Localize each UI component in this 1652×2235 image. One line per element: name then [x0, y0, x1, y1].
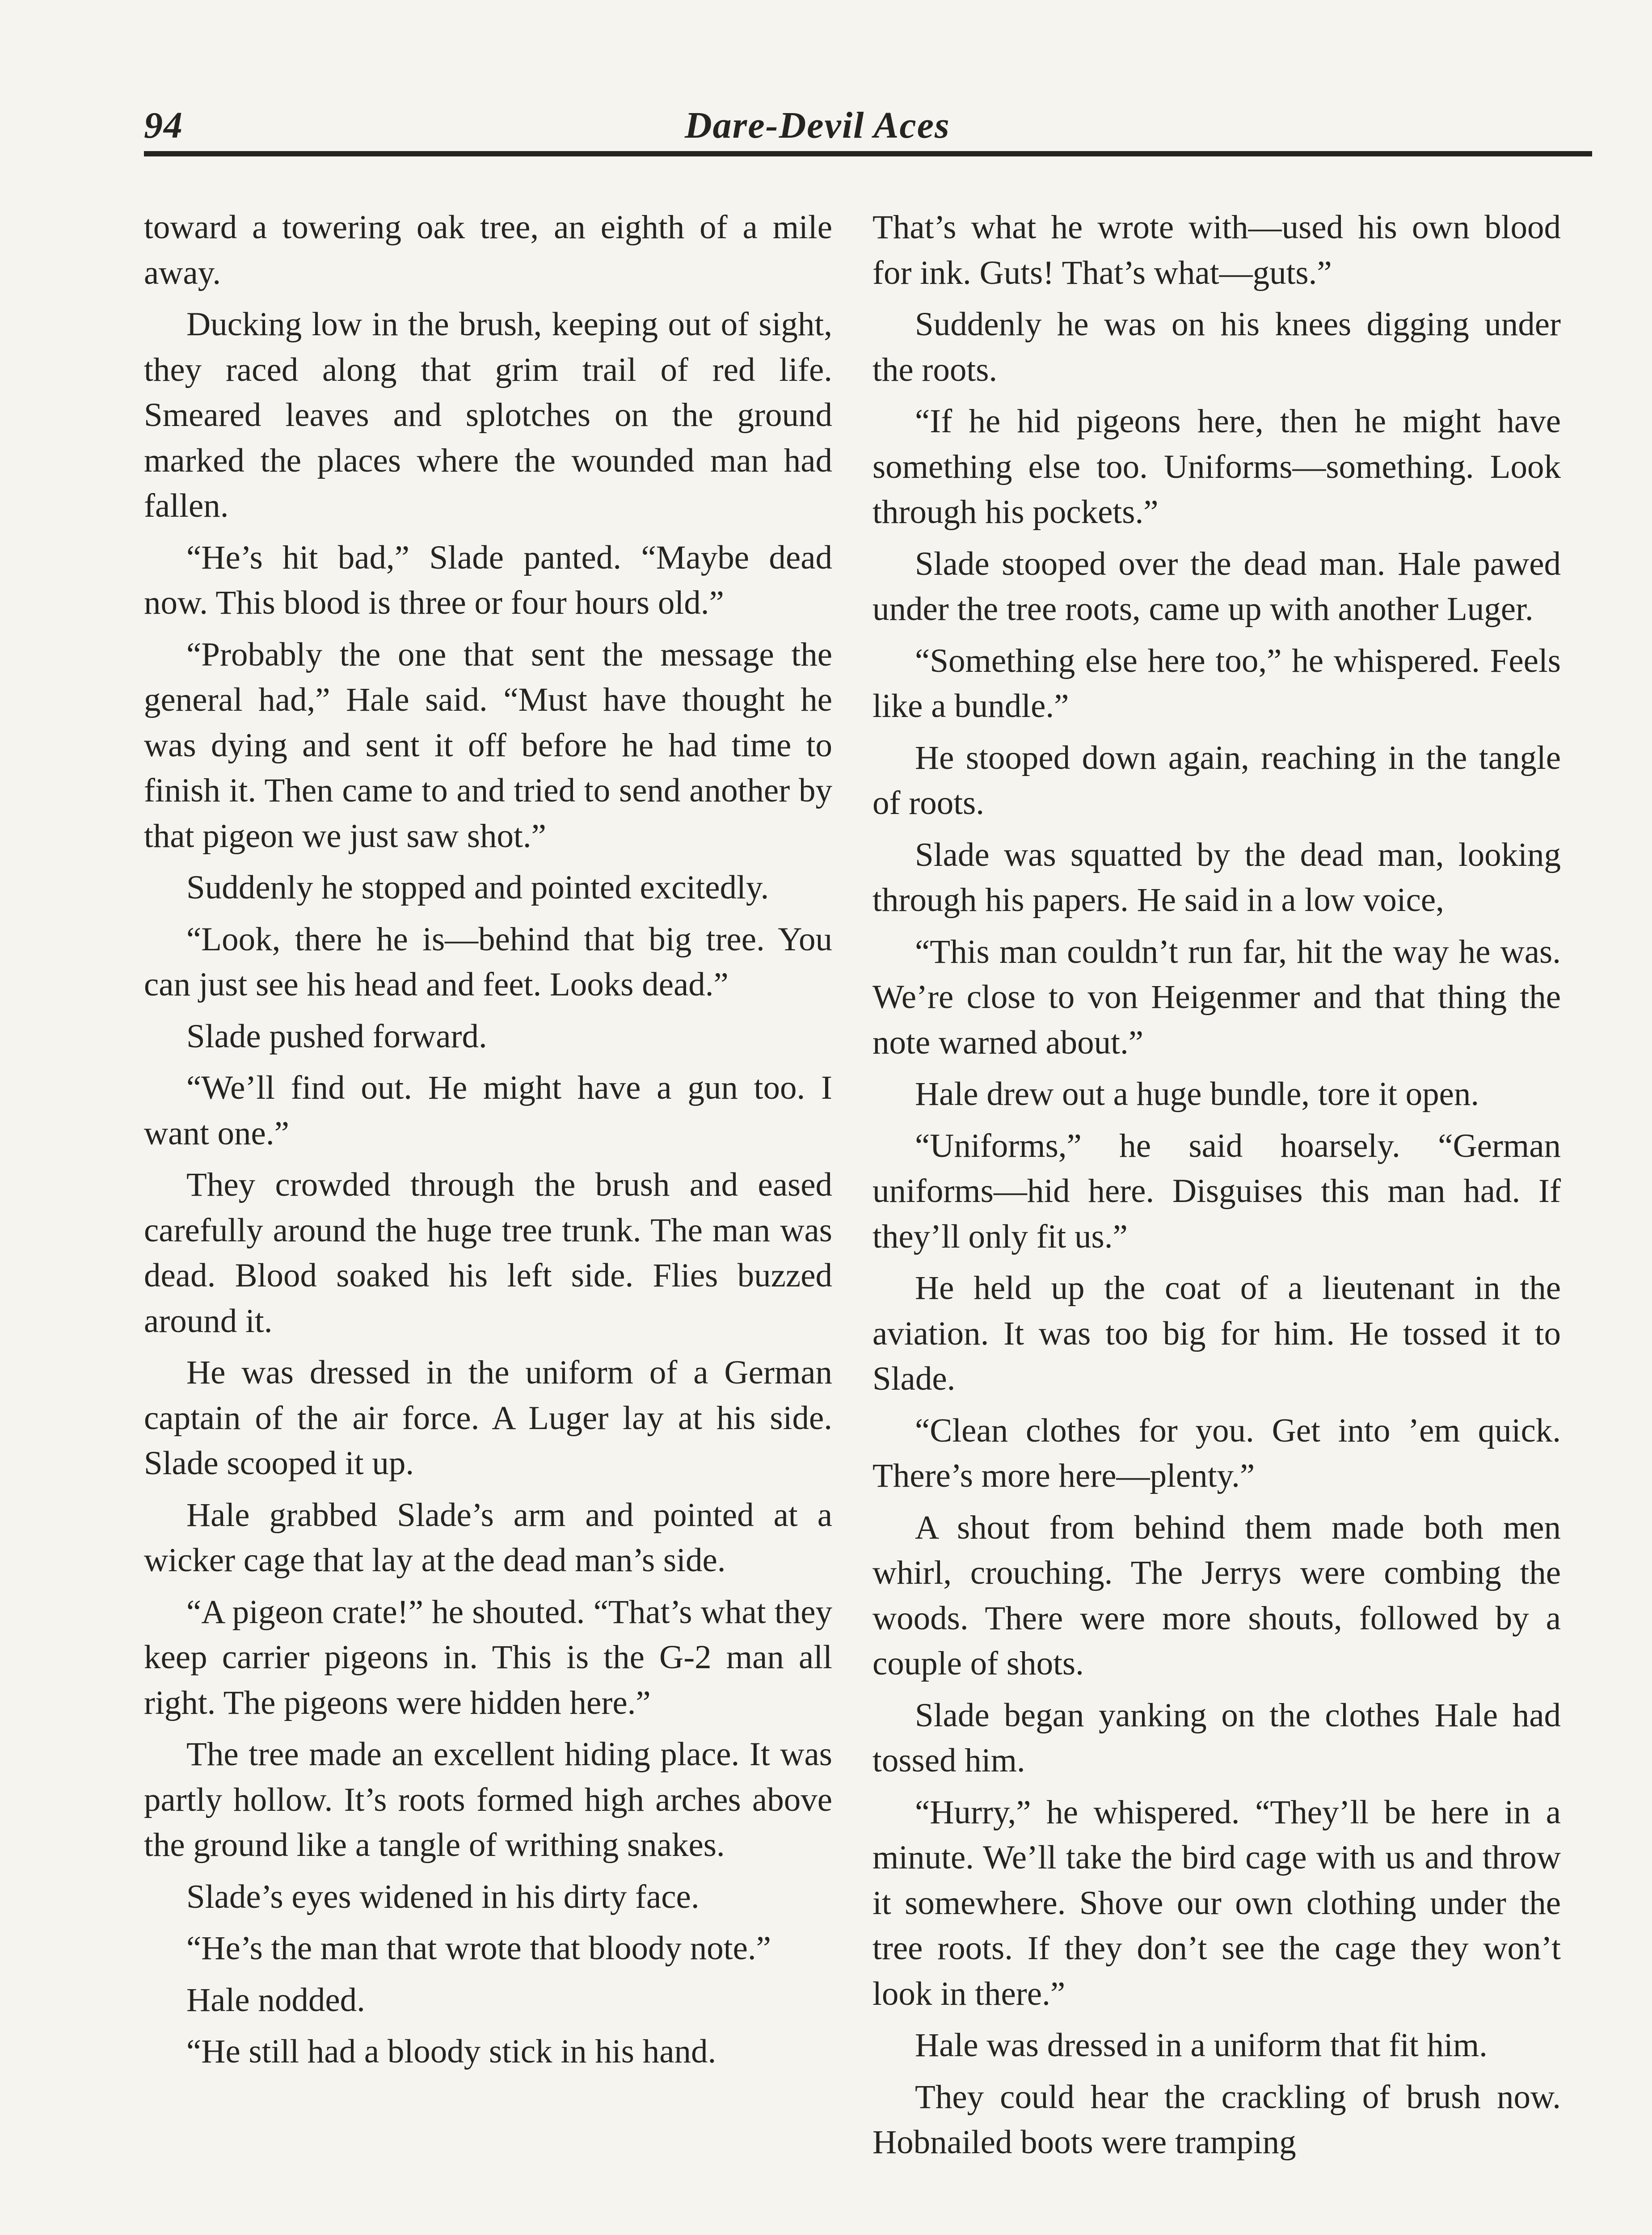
paragraph: Ducking low in the brush, keeping out of sight, they raced along that grim trail of red life. Smeared leaves and splotches on the ground marked the places where the wounded man had fallen. [144, 306, 832, 524]
paragraph: “Uniforms,” he said hoarsely. “German uniforms—hid here. Disguises this man had. If they’ll only fit us.” [872, 1127, 1561, 1255]
paragraph: Slade pushed forward. [186, 1017, 487, 1055]
paragraph: “He’s the man that wrote that bloody note.” [186, 1930, 771, 1967]
paragraph: Slade began yanking on the clothes Hale had tossed him. [872, 1696, 1561, 1779]
paragraph: The tree made an excellent hiding place. It was partly hollow. It’s roots formed high arches above the ground like a tangle of writhing snakes. [144, 1736, 832, 1864]
paragraph: They crowded through the brush and eased carefully around the huge tree trunk. The man was dead. Blood soaked his left side. Flies buzzed around it. [144, 1166, 832, 1340]
paragraph: “Something else here too,” he whispered. Feels like a bundle.” [872, 642, 1561, 725]
paragraph: Hale was dressed in a uniform that fit him. [915, 2027, 1488, 2064]
running-title: Dare-Devil Aces [685, 105, 950, 146]
paragraph: A shout from behind them made both men whirl, crouching. The Jerrys were combing the woods. There were more shouts, followed by a couple of shots. [872, 1509, 1561, 1682]
paragraph: Suddenly he was on his knees digging under the roots. [872, 306, 1561, 388]
paragraph: “He still had a bloody stick in his hand. [186, 2033, 716, 2070]
paragraph: Hale nodded. [186, 1981, 365, 2019]
paragraph: They could hear the crackling of brush now. Hobnailed boots were tramping [872, 2078, 1561, 2161]
paragraph: “A pigeon crate!” he shouted. “That’s what they keep carrier pigeons in. This is the G-2 man all right. The pigeons were hidden here.” [144, 1593, 832, 1721]
left-column [144, 205, 832, 2081]
paragraph: “If he hid pigeons here, then he might have something else too. Uniforms—something. Look through his pockets.” [872, 403, 1561, 531]
paragraph: “We’ll find out. He might have a gun too. I want one.” [144, 1069, 832, 1152]
page-header [144, 99, 1592, 157]
header-rule [144, 151, 1592, 156]
paragraph: Hale drew out a huge bundle, tore it open. [915, 1075, 1479, 1113]
paragraph: “This man couldn’t run far, hit the way he was. We’re close to von Heigenmer and that thing the note warned about.” [872, 933, 1561, 1061]
paragraph: “He’s hit bad,” Slade panted. “Maybe dead now. This blood is three or four hours old.” [144, 539, 832, 621]
paragraph: He held up the coat of a lieutenant in the aviation. It was too big for him. He tossed it to Slade. [872, 1269, 1561, 1397]
paragraph: That’s what he wrote with—used his own blood for ink. Guts! That’s what—guts.” [872, 209, 1561, 291]
paragraph: He stooped down again, reaching in the tangle of roots. [872, 739, 1561, 822]
paragraph: “Hurry,” he whispered. “They’ll be here in a minute. We’ll take the bird cage with us and throw it somewhere. Shove our own clothing under the tree roots. If they don’t see the cage they won’t look in there.” [872, 1793, 1561, 2012]
paragraph: Slade was squatted by the dead man, looking through his papers. He said in a low voice, [872, 836, 1561, 919]
paragraph: toward a towering oak tree, an eighth of a mile away. [144, 209, 832, 291]
page-number: 94 [144, 105, 183, 146]
paragraph: Slade stooped over the dead man. Hale pawed under the tree roots, came up with another Luger. [872, 545, 1561, 628]
paragraph: Slade’s eyes widened in his dirty face. [186, 1878, 700, 1915]
paragraph: “Clean clothes for you. Get into ’em quick. There’s more here—plenty.” [872, 1412, 1561, 1494]
paragraph: Suddenly he stopped and pointed excitedly. [186, 869, 769, 906]
paragraph: “Look, there he is—behind that big tree. You can just see his head and feet. Looks dead.” [144, 920, 832, 1003]
paragraph: He was dressed in the uniform of a German captain of the air force. A Luger lay at his side. Slade scooped it up. [144, 1354, 832, 1482]
paragraph: Hale grabbed Slade’s arm and pointed at a wicker cage that lay at the dead man’s side. [144, 1496, 832, 1579]
right-column [872, 205, 1561, 2172]
paragraph: “Probably the one that sent the message the general had,” Hale said. “Must have thought he was dying and sent it off before he had time to finish it. Then came to and tried to send another by that pigeon we just saw shot.” [144, 636, 832, 855]
